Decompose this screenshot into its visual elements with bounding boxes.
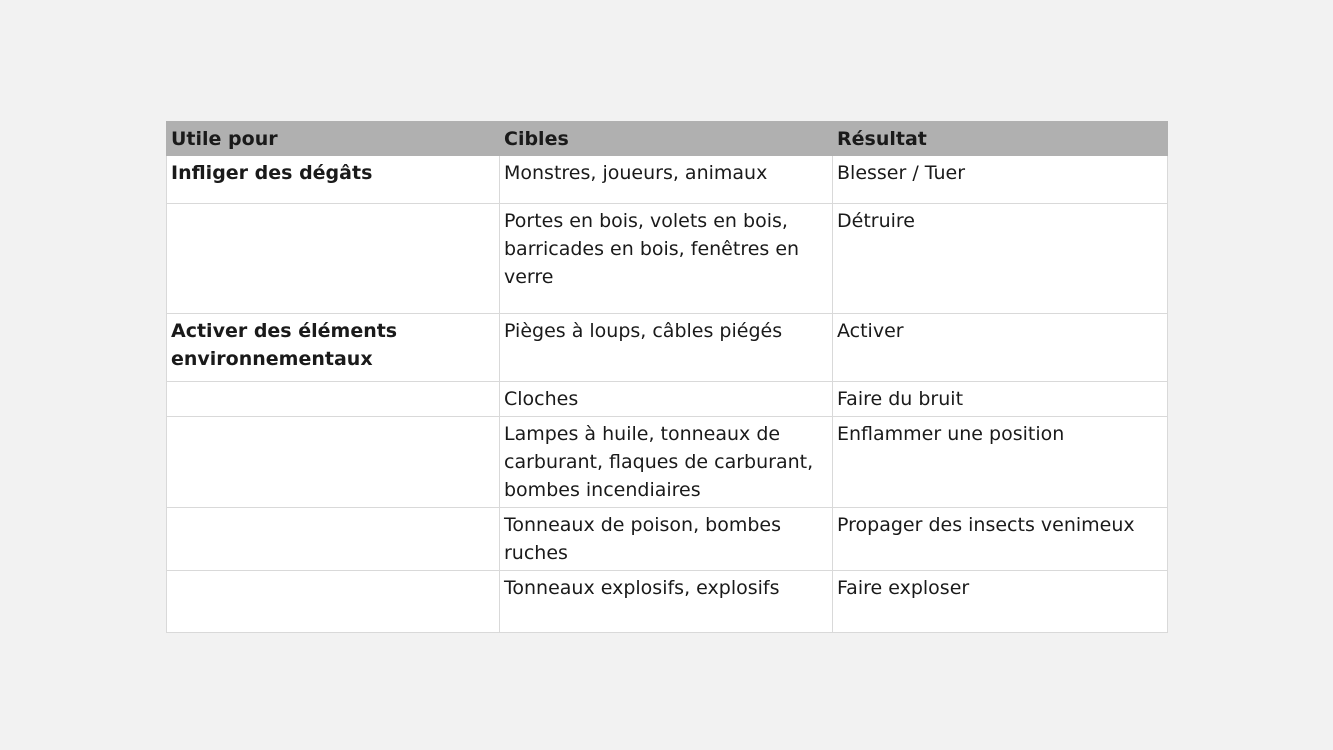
cell-targets: Cloches [500,382,833,417]
cell-result: Activer [833,314,1168,382]
cell-use [167,508,500,571]
table-row [167,156,1168,204]
column-header-result: Résultat [833,122,1168,156]
cell-use [167,204,500,314]
cell-result: Blesser / Tuer [833,156,1168,204]
cell-targets: Pièges à loups, câbles piégés [500,314,833,382]
cell-use: Activer des éléments environnementaux [167,314,500,382]
cell-use: Infliger des dégâts [167,156,500,204]
cell-use [167,571,500,633]
table-container [166,121,1167,633]
cell-use [167,417,500,508]
cell-targets: Monstres, joueurs, animaux [500,156,833,204]
header-row [167,122,1168,156]
cell-result: Enflammer une position [833,417,1168,508]
cell-targets: Tonneaux de poison, bombes ruches [500,508,833,571]
table-row [167,417,1168,508]
column-header-targets: Cibles [500,122,833,156]
table-row [167,204,1168,314]
weapon-use-table [166,121,1168,633]
table-body [167,156,1168,633]
cell-result: Propager des insects venimeux [833,508,1168,571]
table-row [167,508,1168,571]
table-header [167,122,1168,156]
cell-result: Faire exploser [833,571,1168,633]
cell-targets: Tonneaux explosifs, explosifs [500,571,833,633]
cell-targets: Portes en bois, volets en bois, barricades en bois, fenêtres en verre [500,204,833,314]
cell-result: Détruire [833,204,1168,314]
column-header-use: Utile pour [167,122,500,156]
cell-use [167,382,500,417]
table-row [167,314,1168,382]
table-row [167,571,1168,633]
cell-targets: Lampes à huile, tonneaux de carburant, flaques de carburant, bombes incendiaires [500,417,833,508]
cell-result: Faire du bruit [833,382,1168,417]
table-row [167,382,1168,417]
